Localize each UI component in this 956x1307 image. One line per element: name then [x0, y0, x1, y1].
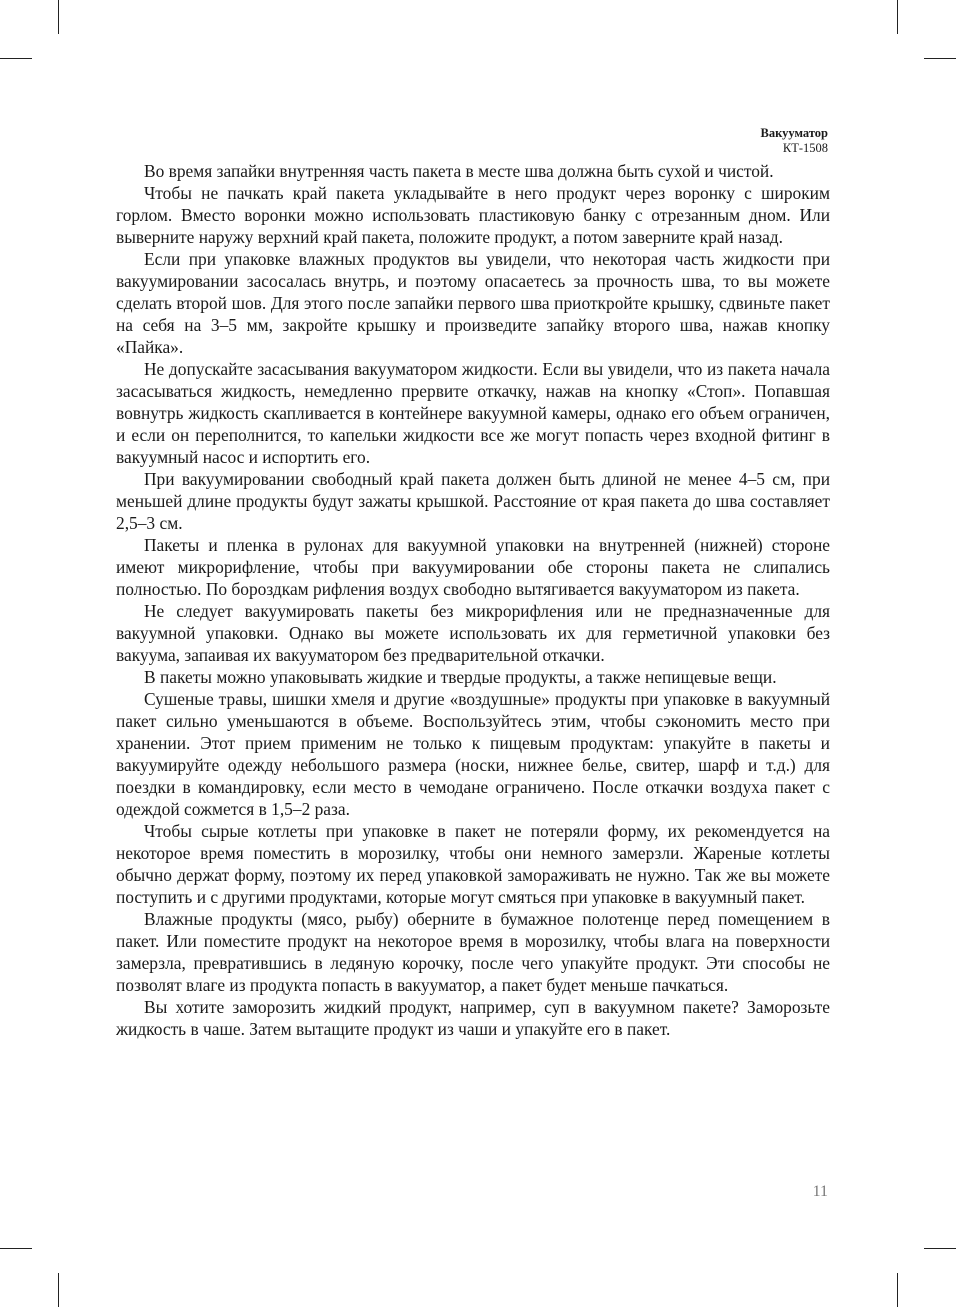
crop-mark-top-right [897, 0, 898, 34]
paragraph: Если при упаковке влажных продуктов вы увидели, что некоторая часть жидкости при вакуумировании засосалась внутрь, и поэтому опасаетесь за прочность шва, то вы можете сделать второй шов. Для этого после запайки первого шва приоткройте крышку, сдвиньте пакет на себя на 3–5 мм, закройте крышку и произведите запайку второго шва, нажав кнопку «Пайка». [116, 249, 830, 357]
paragraph: Не допускайте засасывания вакууматором жидкости. Если вы увидели, что из пакета начала засасываться жидкость, немедленно прервите откачку, нажав на кнопку «Стоп». Попавшая вовнутрь жидкость скапливается в контейнере вакуумной камеры, однако его объем ограничен, и если он переполнится, то капельки жидкости все же могут попасть через входной фитинг в вакуумный насос и испортить его. [116, 359, 830, 467]
crop-mark-right-bottom [924, 1248, 956, 1249]
paragraph: Пакеты и пленка в рулонах для вакуумной упаковки на внутренней (нижней) стороне имеют микрорифление, чтобы при вакуумировании обе стороны пакета не слипались полностью. По бороздкам рифления воздух свободно вытягивается вакууматором из пакета. [116, 535, 830, 599]
crop-mark-bottom-right [897, 1273, 898, 1307]
page-number: 11 [812, 1183, 828, 1200]
crop-mark-bottom-left [58, 1273, 59, 1307]
paragraph: Сушеные травы, шишки хмеля и другие «воздушные» продукты при упаковке в вакуумный пакет сильно уменьшаются в объеме. Воспользуйтесь этим, чтобы сэкономить место при хранении. Этот прием применим не только к пищевым продуктам: упакуйте в пакеты и вакуумируйте одежду небольшого размера (носки, нижнее белье, свитер, шарф и т.д.) для поездки в командировку, если место в чемодане ограничено. После откачки воздуха пакет с одеждой сожмется в 1,5–2 раза. [116, 689, 830, 819]
paragraph: Влажные продукты (мясо, рыбу) оберните в бумажное полотенце перед помещением в пакет. Или поместите продукт на некоторое время в морозилку, чтобы влага на поверхности замерзла, превратившись в ледяную корочку, после чего упакуйте продукт. Эти способы не позволят влаге из продукта попасть в вакууматор, а пакет будет меньше пачкаться. [116, 909, 830, 995]
crop-mark-left-bottom [0, 1248, 32, 1249]
crop-mark-top-left [58, 0, 59, 34]
paragraph: Во время запайки внутренняя часть пакета в месте шва должна быть сухой и чистой. [144, 161, 774, 181]
header-model: КТ-1508 [782, 141, 828, 155]
body-text [116, 160, 830, 1040]
paragraph: Чтобы не пачкать край пакета укладывайте в него продукт через воронку с широким горлом. Вместо воронки можно использовать пластиковую банку с отрезанным дном. Или выверните наружу верхний край пакета, положите продукт, а потом заверните край назад. [116, 183, 830, 247]
running-header [761, 126, 828, 156]
crop-mark-right-top [924, 58, 956, 59]
paragraph: Вы хотите заморозить жидкий продукт, например, суп в вакуумном пакете? Заморозьте жидкость в чаше. Затем вытащите продукт из чаши и упакуйте его в пакет. [116, 997, 830, 1039]
paragraph: В пакеты можно упаковывать жидкие и твердые продукты, а также непищевые вещи. [144, 667, 777, 687]
paragraph: При вакуумировании свободный край пакета должен быть длиной не менее 4–5 см, при меньшей длине продукты будут зажаты крышкой. Расстояние от края пакета до шва составляет 2,5–3 см. [116, 469, 830, 533]
header-title: Вакууматор [760, 126, 828, 140]
paragraph: Не следует вакуумировать пакеты без микрорифления или не предназначенные для вакуумной упаковки. Однако вы можете использовать их для герметичной упаковки без вакуума, запаивая их вакууматором без предварительной откачки. [116, 601, 830, 665]
crop-mark-left-top [0, 58, 32, 59]
paragraph: Чтобы сырые котлеты при упаковке в пакет не потеряли форму, их рекомендуется на некоторое время поместить в морозилку, чтобы они немного замерзли. Жареные котлеты обычно держат форму, поэтому их перед упаковкой замораживать не нужно. Так же вы можете поступить и с другими продуктами, которые могут смяться при упаковке в вакуумный пакет. [116, 821, 830, 907]
